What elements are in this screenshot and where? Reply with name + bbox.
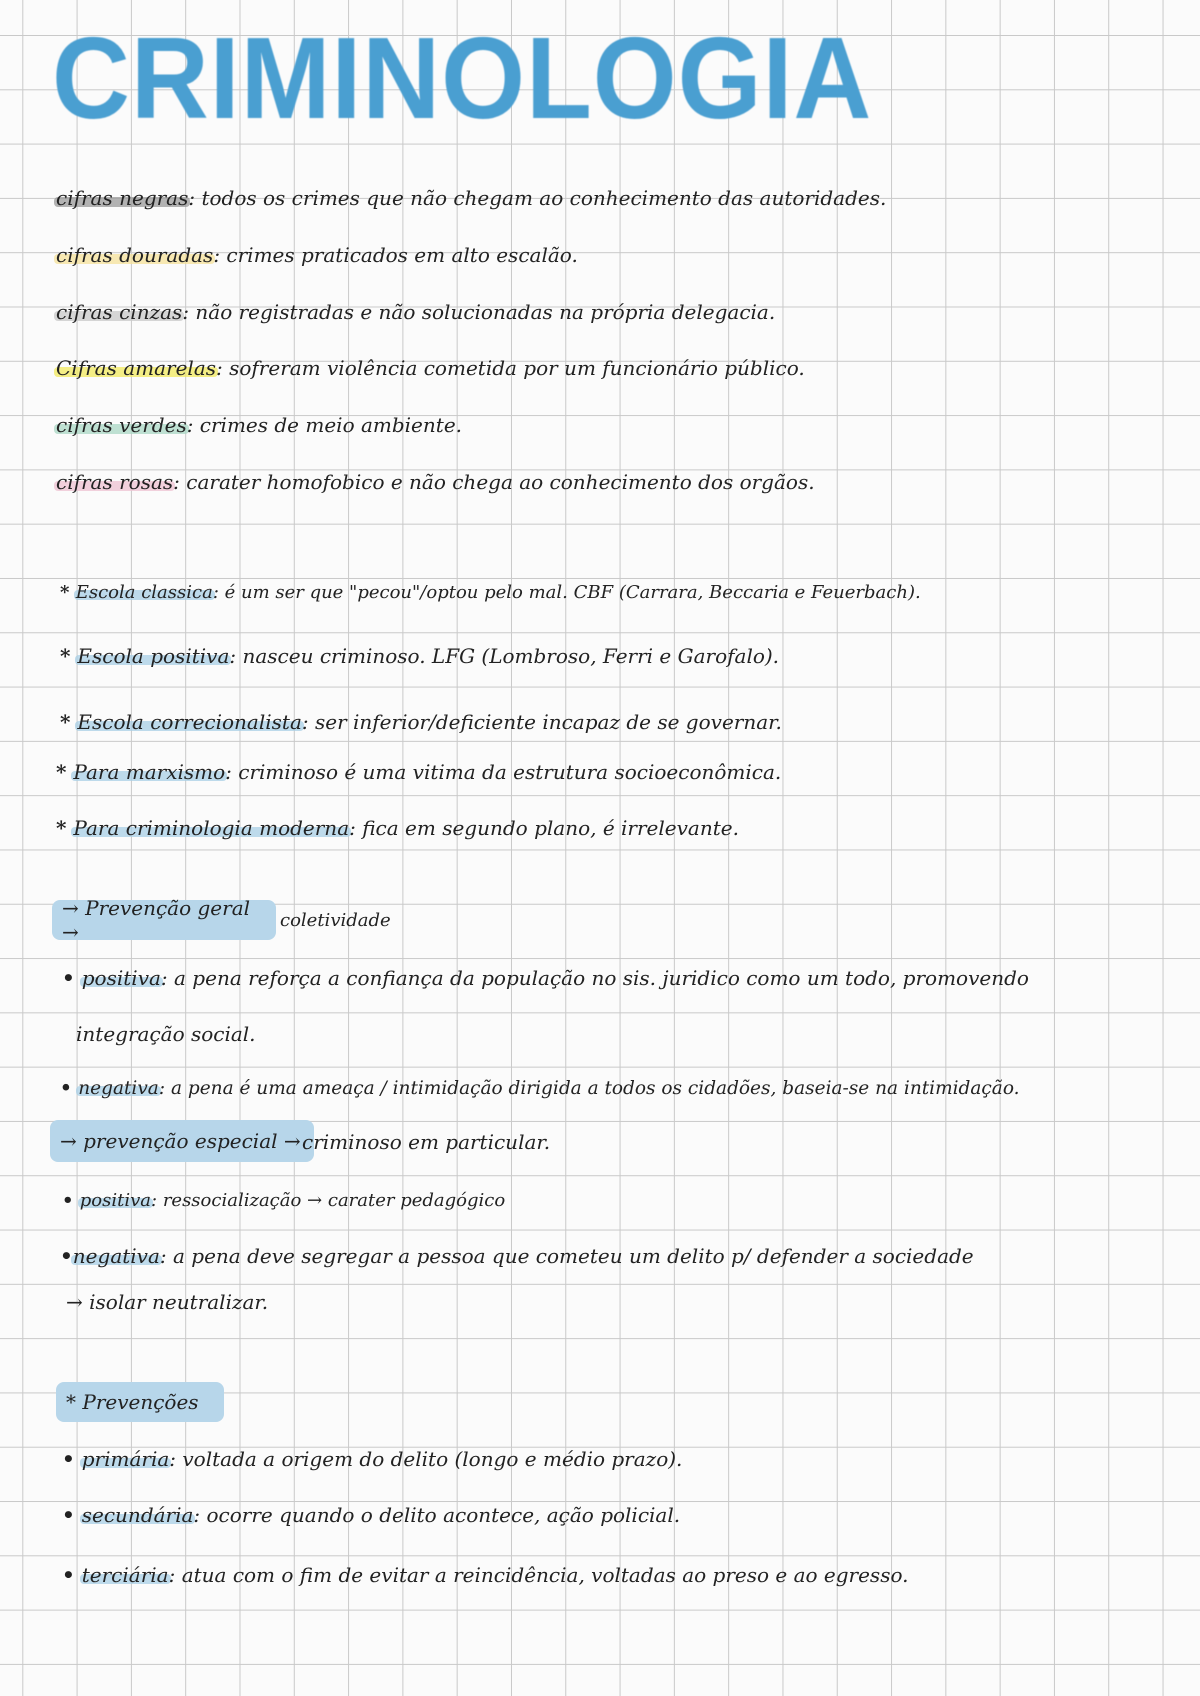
cifras-douradas-line: [56, 243, 578, 267]
dot-bullet: •: [60, 1078, 79, 1099]
marxismo-text: : criminoso é uma vitima da estrutura socioeconômica.: [225, 760, 782, 784]
geral-positiva-term: positiva: [81, 966, 161, 990]
cifras-cinzas-line: [56, 300, 775, 324]
escola-positiva-text: : nasceu criminoso. LFG (Lombroso, Ferri e Garofalo).: [229, 644, 780, 668]
especial-negativa-text: : a pena deve segregar a pessoa que cometeu um delito p/ defender a sociedade: [159, 1244, 974, 1268]
especial-positiva-term: positiva: [79, 1190, 152, 1211]
criminologia-moderna-line: [56, 816, 739, 840]
cifras-cinzas-term: cifras cinzas: [56, 300, 183, 324]
asterisk-bullet: *: [60, 710, 78, 734]
asterisk-bullet: *: [56, 760, 74, 784]
prevencao-especial-box: → prevenção especial →: [50, 1120, 314, 1162]
cifras-verdes-line: [56, 413, 462, 437]
escola-positiva-line: [60, 644, 779, 668]
especial-negativa-term: negativa: [72, 1244, 160, 1268]
secundaria-line: [62, 1503, 680, 1527]
geral-positiva-text: : a pena reforça a confiança da população no sis. juridico como um todo, promovendo: [160, 966, 1029, 990]
prevencoes-box: * Prevenções: [56, 1382, 224, 1422]
cifras-negras-text: : todos os crimes que não chegam ao conhecimento das autoridades.: [188, 186, 887, 210]
cifras-amarelas-text: : sofreram violência cometida por um funcionário público.: [216, 356, 805, 380]
cifras-rosas-text: : carater homofobico e não chega ao conhecimento dos orgãos.: [173, 470, 815, 494]
geral-negativa-line: [60, 1078, 1020, 1099]
cifras-cinzas-text: : não registradas e não solucionadas na própria delegacia.: [182, 300, 776, 324]
especial-positiva-line: [62, 1190, 505, 1211]
asterisk-bullet: *: [60, 644, 78, 668]
cifras-douradas-text: : crimes praticados em alto escalão.: [213, 243, 578, 267]
cifras-amarelas-term: Cifras amarelas: [56, 356, 216, 380]
secundaria-term: secundária: [81, 1503, 194, 1527]
cifras-rosas-line: [56, 470, 815, 494]
prevencao-especial-after: criminoso em particular.: [302, 1130, 551, 1154]
cifras-negras-term: cifras negras: [56, 186, 189, 210]
escola-classica-term: Escola classica: [75, 582, 213, 603]
escola-correcionalista-term: Escola correcionalista: [77, 710, 302, 734]
primaria-term: primária: [81, 1447, 170, 1471]
terciaria-text: : atua com o fim de evitar a reincidência, voltadas ao preso e ao egresso.: [168, 1563, 909, 1587]
primaria-line: [62, 1447, 682, 1471]
marxismo-term: Para marxismo: [73, 760, 226, 784]
marxismo-line: [56, 760, 781, 784]
escola-classica-line: [60, 582, 921, 603]
dot-bullet: •: [62, 966, 82, 990]
asterisk-bullet: *: [56, 816, 74, 840]
escola-positiva-term: Escola positiva: [77, 644, 230, 668]
dot-bullet: •: [62, 1447, 82, 1471]
geral-negativa-text: : a pena é uma ameaça / intimidação dirigida a todos os cidadões, baseia-se na intimidação.: [158, 1078, 1020, 1099]
especial-negativa-line: [60, 1244, 974, 1268]
cifras-amarelas-line: [56, 356, 805, 380]
prevencao-geral-after: coletividade: [280, 910, 391, 931]
dot-bullet: •: [60, 1244, 73, 1268]
dot-bullet: •: [62, 1190, 80, 1211]
geral-positiva-line: [62, 966, 1029, 990]
cifras-rosas-term: cifras rosas: [56, 470, 174, 494]
secundaria-text: : ocorre quando o delito acontece, ação policial.: [193, 1503, 681, 1527]
primaria-text: : voltada a origem do delito (longo e médio prazo).: [169, 1447, 683, 1471]
prevencao-geral-box: → Prevenção geral →: [52, 900, 276, 940]
especial-negativa-cont: → isolar neutralizar.: [66, 1290, 269, 1314]
geral-negativa-term: negativa: [78, 1078, 159, 1099]
cifras-negras-line: [56, 186, 886, 210]
terciaria-term: terciária: [81, 1563, 169, 1587]
escola-classica-text: : é um ser que "pecou"/optou pelo mal. CBF (Carrara, Beccaria e Feuerbach).: [212, 582, 921, 603]
geral-positiva-cont: integração social.: [76, 1022, 256, 1046]
dot-bullet: •: [62, 1563, 82, 1587]
cifras-verdes-text: : crimes de meio ambiente.: [186, 413, 463, 437]
criminologia-moderna-text: : fica em segundo plano, é irrelevante.: [349, 816, 739, 840]
escola-correcionalista-line: [60, 710, 782, 734]
terciaria-line: [62, 1563, 909, 1587]
asterisk-bullet: *: [60, 582, 76, 603]
page-title: CRIMINOLOGIA: [52, 13, 873, 143]
dot-bullet: •: [62, 1503, 82, 1527]
cifras-douradas-term: cifras douradas: [56, 243, 214, 267]
especial-positiva-text: : ressocialização → carater pedagógico: [151, 1190, 506, 1211]
escola-correcionalista-text: : ser inferior/deficiente incapaz de se governar.: [301, 710, 782, 734]
criminologia-moderna-term: Para criminologia moderna: [73, 816, 350, 840]
cifras-verdes-term: cifras verdes: [56, 413, 187, 437]
